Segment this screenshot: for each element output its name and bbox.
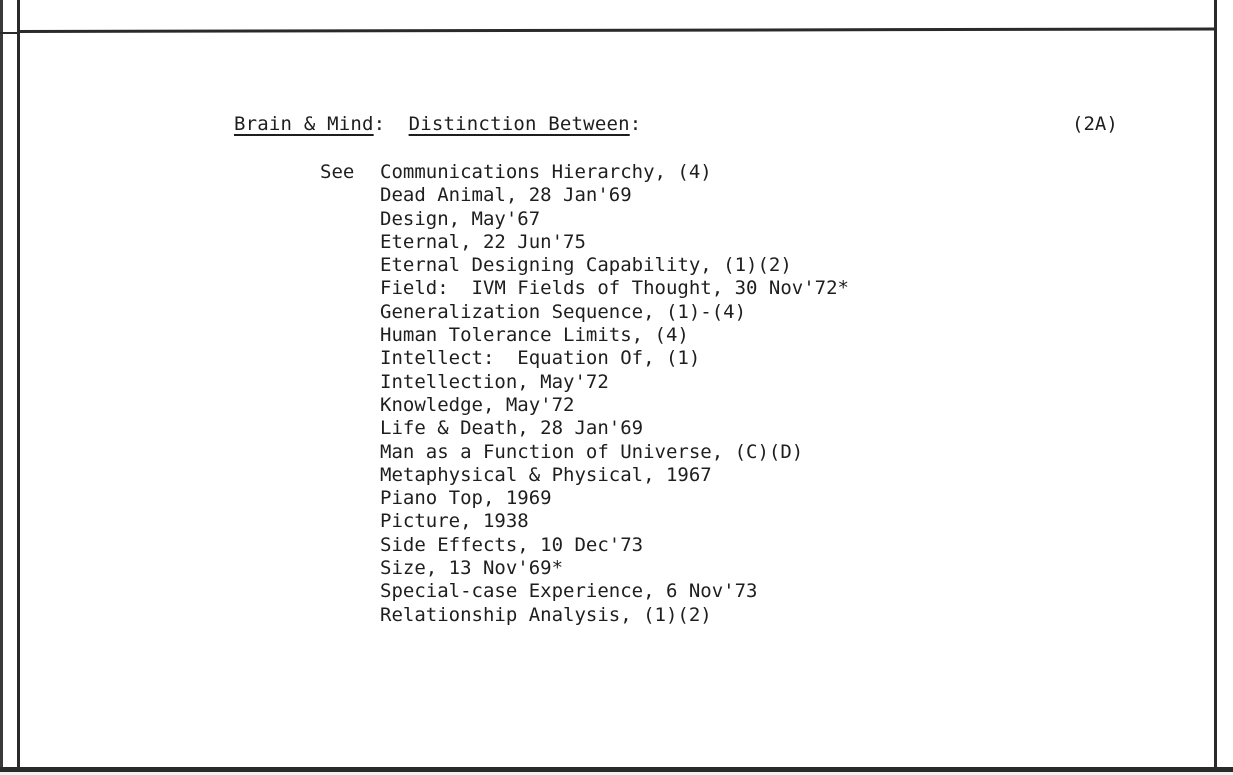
reference-item: Eternal Designing Capability, (1)(2) [380,254,792,277]
heading-subtopic: Distinction Between [408,113,630,135]
heading-separator: : [373,113,409,135]
heading-topic: Brain & Mind [234,113,374,135]
reference-item: Size, 13 Nov'69* [380,557,564,580]
reference-item: Field: IVM Fields of Thought, 30 Nov'72* [380,277,849,300]
reference-item: Metaphysical & Physical, 1967 [380,463,712,486]
page-reference: (2A) [1072,113,1118,135]
reference-item: Intellect: Equation Of, (1) [380,347,701,370]
reference-item: Life & Death, 28 Jan'69 [380,417,644,440]
see-label: See [320,161,355,183]
reference-item: Generalization Sequence, (1)-(4) [380,300,747,323]
reference-item: Man as a Function of Universe, (C)(D) [380,440,804,463]
card-heading [234,113,641,135]
reference-item: Side Effects, 10 Dec'73 [380,533,644,556]
card-border-right [1214,0,1217,775]
reference-item: Special-case Experience, 6 Nov'73 [380,580,758,603]
card-border-left-outer [0,0,3,775]
reference-item: Communications Hierarchy, (4) [380,161,712,183]
reference-item: Piano Top, 1969 [380,487,552,510]
heading-end-colon: : [629,113,642,135]
card-border-top-stub [0,32,20,34]
reference-item: Eternal, 22 Jun'75 [380,230,586,253]
reference-item: Picture, 1938 [380,510,529,533]
reference-item: Human Tolerance Limits, (4) [380,324,689,347]
reference-item: Intellection, May'72 [380,370,609,393]
reference-item: Relationship Analysis, (1)(2) [380,603,712,626]
reference-item: Knowledge, May'72 [380,393,575,416]
card-border-left [17,0,20,775]
reference-item: Dead Animal, 28 Jan'69 [380,184,632,207]
cross-reference-list [380,161,849,627]
reference-item: Design, May'67 [380,207,541,230]
